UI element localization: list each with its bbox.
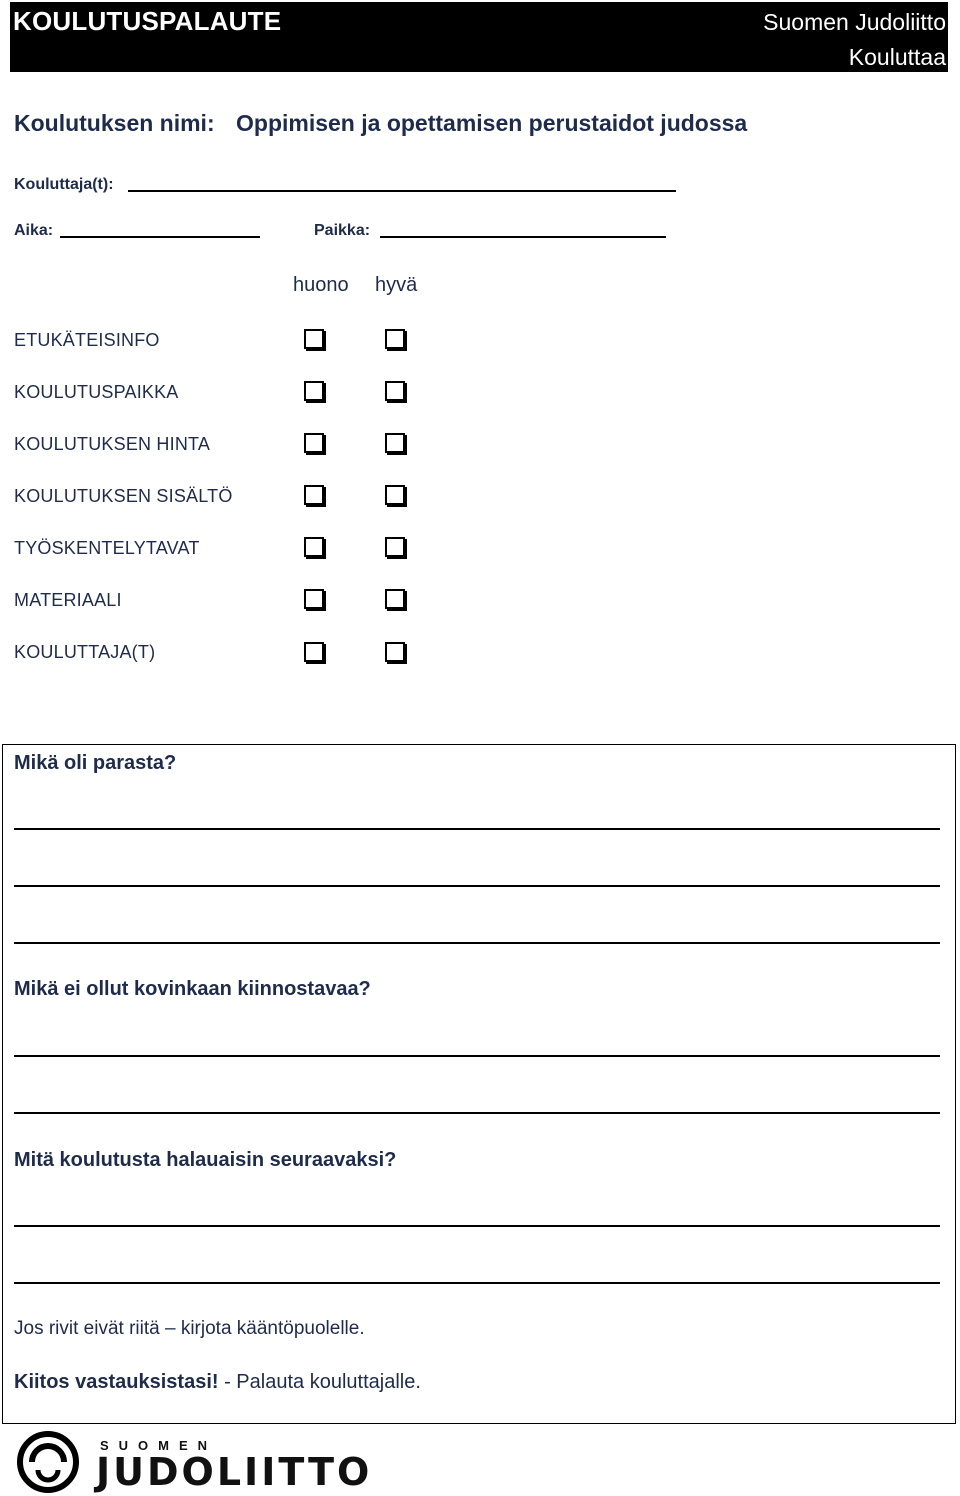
answer-line[interactable] [14, 828, 940, 830]
rating-checkbox-venue-poor[interactable] [304, 381, 324, 401]
question-best: Mikä oli parasta? [14, 752, 177, 774]
rating-checkbox-venue-good[interactable] [385, 381, 405, 401]
answer-line[interactable] [14, 1112, 940, 1114]
answer-line[interactable] [14, 885, 940, 887]
rating-label-prior-info: ETUKÄTEISINFO [14, 330, 160, 350]
closing-line [14, 1371, 421, 1394]
rating-label-venue: KOULUTUSPAIKKA [14, 382, 179, 402]
judoliitto-emblem-icon [12, 1430, 92, 1494]
course-name-label: Koulutuksen nimi: [14, 110, 215, 136]
rating-checkbox-prior-info-poor[interactable] [304, 329, 324, 349]
rating-checkbox-methods-good[interactable] [385, 537, 405, 557]
trainers-field[interactable] [128, 190, 676, 192]
rating-checkbox-content-good[interactable] [385, 485, 405, 505]
organization-subtitle: Kouluttaa [848, 44, 946, 70]
answer-line[interactable] [14, 1055, 940, 1057]
question-next-training: Mitä koulutusta halauaisin seuraavaksi? [14, 1149, 397, 1171]
rating-label-material: MATERIAALI [14, 590, 122, 610]
return-instruction: - Palauta kouluttajalle. [224, 1371, 421, 1393]
form-title: KOULUTUSPALAUTE [13, 6, 282, 36]
rating-checkbox-prior-info-good[interactable] [385, 329, 405, 349]
scale-low-label: huono [293, 274, 349, 296]
rating-label-price: KOULUTUKSEN HINTA [14, 434, 211, 454]
rating-checkbox-trainers-poor[interactable] [304, 642, 324, 662]
overflow-note: Jos rivit eivät riitä – kirjota kääntöpuolelle. [14, 1318, 365, 1339]
time-field[interactable] [60, 236, 260, 238]
organization-name: Suomen Judoliitto [763, 9, 946, 35]
rating-checkbox-material-poor[interactable] [304, 589, 324, 609]
answer-line[interactable] [14, 1282, 940, 1284]
rating-checkbox-content-poor[interactable] [304, 485, 324, 505]
rating-label-trainers: KOULUTTAJA(T) [14, 642, 156, 662]
rating-label-content: KOULUTUKSEN SISÄLTÖ [14, 486, 233, 506]
logo-text-big: JUDOLIITTO [96, 1450, 373, 1494]
rating-checkbox-trainers-good[interactable] [385, 642, 405, 662]
place-label: Paikka: [314, 222, 371, 239]
thanks-text: Kiitos vastauksistasi! [14, 1371, 219, 1393]
answer-line[interactable] [14, 1225, 940, 1227]
scale-high-label: hyvä [375, 274, 418, 296]
answer-line[interactable] [14, 942, 940, 944]
rating-label-methods: TYÖSKENTELYTAVAT [14, 538, 200, 558]
trainers-label: Kouluttaja(t): [14, 176, 114, 193]
question-least-interesting: Mikä ei ollut kovinkaan kiinnostavaa? [14, 978, 371, 1000]
logo-text-small: SUOMEN [100, 1438, 218, 1453]
rating-checkbox-price-poor[interactable] [304, 433, 324, 453]
course-name-value: Oppimisen ja opettamisen perustaidot judossa [236, 110, 748, 136]
rating-checkbox-methods-poor[interactable] [304, 537, 324, 557]
header-bar [10, 2, 948, 72]
place-field[interactable] [380, 236, 666, 238]
rating-checkbox-price-good[interactable] [385, 433, 405, 453]
rating-checkbox-material-good[interactable] [385, 589, 405, 609]
time-label: Aika: [14, 222, 54, 239]
